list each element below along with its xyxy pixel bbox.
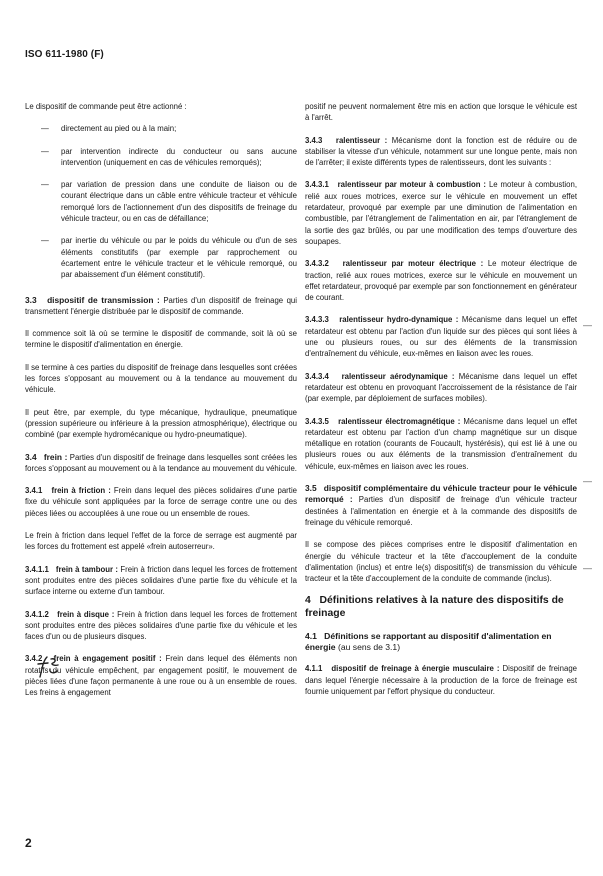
- paragraph: Il commence soit là où se termine le dispositif de commande, soit là où se termine le dispositif d'alimentation en énergie.: [25, 329, 297, 350]
- paragraph: positif ne peuvent normalement être mis en action que lorsque le véhicule est à l'arrêt.: [305, 102, 577, 123]
- section-4-1-heading: 4.1 Définitions se rapportant au dispositif d'alimentation en énergie (au sens de 3.1): [305, 631, 552, 653]
- margin-mark: —: [583, 563, 592, 573]
- margin-mark: —: [583, 476, 592, 486]
- document-header: ISO 611-1980 (F): [25, 49, 104, 60]
- paragraph: Le dispositif de commande peut être actionné :: [25, 102, 187, 111]
- clause-3-4-3-2: 3.4.3.2 ralentisseur par moteur électrique : Le moteur électrique de traction, relié aux roues motrices, exerce sur le véhicule en mouvement un effet retardateur, provoqué par exemple par son fonctionnement en générateur de courant.: [305, 259, 578, 303]
- list-item: — directement au pied ou à la main;: [41, 124, 177, 134]
- left-column: [25, 101, 297, 710]
- list-item: — par variation de pression dans une conduite de liaison ou de courant électrique dans un câble entre véhicule tracteur et véhicule remorqué lors de l'actionnement d'un des dispositifs de freinage du véhicule tracteur, ou en cas de défaillance;: [41, 180, 297, 224]
- clause-3-4-3: 3.4.3 ralentisseur : Mécanisme dont la fonction est de réduire ou de stabiliser la vitesse d'un véhicule, notamment sur une longue pente, mais non de l'arrêter; il existe différents types de ralentisseurs, dont les suivants :: [305, 135, 578, 168]
- clause-3-4: 3.4 frein : Parties d'un dispositif de freinage dans lesquelles sont créées les forces s'opposant au mouvement ou à la tendance au mouvement du véhicule.: [25, 451, 297, 473]
- margin-mark: —: [583, 320, 592, 330]
- clause-3-5: 3.5 dispositif complémentaire du véhicule tracteur pour le véhicule remorqué : Parties d'un dispositif de freinage d'un véhicule tracteur destinées à l'alimentation en énergie et à la commande des dispositifs de freinage du véhicule remorqué.: [305, 483, 577, 527]
- clause-3-4-1-2: 3.4.1.2 frein à disque : Frein à friction dans lequel les forces de frottement sont produites entre des pièces solidaires d'une partie fixe du véhicule et les faces d'un ou de plusieurs disques.: [25, 609, 298, 642]
- handwritten-annotation-icon: [36, 655, 62, 679]
- clause-3-4-1-1: 3.4.1.1 frein à tambour : Frein à friction dans lequel les forces de frottement sont produites entre des pièces solidaires d'une partie fixe du véhicule et la surface interne ou externe d'un tambour.: [25, 564, 297, 597]
- paragraph: Il peut être, par exemple, du type mécanique, hydraulique, pneumatique (pression supérieure ou inférieure à la pression atmosphérique), électrique ou combiné (par exemple hydromécanique ou hydro-pneumatique).: [25, 407, 297, 440]
- paragraph: Il se termine à ces parties du dispositif de freinage dans lesquelles sont créées les forces s'opposant au mouvement ou à la tendance au mouvement du véhicule.: [25, 362, 297, 395]
- list-item: — par inertie du véhicule ou par le poids du véhicule ou d'un de ses éléments constitutifs (par exemple par rapprochement ou écartement entre le véhicule tracteur et le véhicule remorqué, ou par abaissement d'un élément constitutif).: [41, 236, 297, 280]
- clause-3-4-3-5: 3.4.3.5 ralentisseur électromagnétique : Mécanisme dans lequel un effet retardateur est obtenu par l'action d'un champ magnétique sur un disque métallique en rotation (courants de Foucault, hystérésis), qui est lié à une ou plusieurs roues ou aux éléments de la transmission d'entraînement du véhicule, eux-mêmes en liaison avec les roues.: [305, 416, 577, 471]
- list-item: — par intervention indirecte du conducteur ou sans aucune intervention (uniquement en cas de véhicules remorqués);: [41, 146, 297, 167]
- clause-3-3: 3.3 dispositif de transmission : Parties d'un dispositif de freinage qui transmettent l'énergie distribuée par le dispositif de commande.: [25, 294, 297, 316]
- right-column: [305, 101, 577, 708]
- paragraph: Le frein à friction dans lequel l'effet de la force de serrage est augmenté par les forces du frottement est appelé «frein autoserreur».: [25, 531, 297, 552]
- clause-3-4-3-1: 3.4.3.1 ralentisseur par moteur à combustion : Le moteur à combustion, relié aux roues motrices, exerce sur le véhicule en mouvement un effet retardateur, provoqué par exemple par une diminution de l'alimentation en combustible, par l'étranglement de l'alimentation en air, par l'étranglement de la sortie des gaz brûlés, ou par une modification des temps d'ouverture des soupapes.: [305, 180, 577, 246]
- clause-4-1-1: 4.1.1 dispositif de freinage à énergie musculaire : Dispositif de freinage dans lequel l'énergie nécessaire à la production de la force de freinage est fournie uniquement par l'effort physique du conducteur.: [305, 664, 577, 696]
- clause-3-4-1: 3.4.1 frein à friction : Frein dans lequel des pièces solidaires d'une partie fixe du véhicule sont appliquées par la force de serrage contre une ou des pièces liées ou accouplées à une roue ou un ensemble de roues.: [25, 486, 298, 518]
- clause-3-4-2: 3.4.2 frein à engagement positif : Frein dans lequel des éléments non rotatifs du véhicule empêchent, par engagement positif, le mouvement de pièces liées d'une façon permanente à une roue ou à un ensemble de roues. Les freins à engagement: [25, 654, 297, 698]
- paragraph: Il se compose des pièces comprises entre le dispositif d'alimentation en énergie du véhicule tracteur et la tête d'accouplement de la conduite d'alimentation (inclus) et entre le(s) dispositif(s) de transmission du véhicule tracteur et la tête d'accouplement de la conduite de commande (inclus).: [305, 540, 577, 584]
- page-number: 2: [25, 836, 32, 850]
- section-4-heading: 4 Définitions relatives à la nature des dispositifs de freinage: [305, 595, 564, 619]
- clause-3-4-3-4: 3.4.3.4 ralentisseur aérodynamique : Mécanisme dans lequel un effet retardateur est obtenu en provoquant l'accroissement de la résistance de l'air (par exemple, par déploiement de surfaces mobiles).: [305, 371, 577, 404]
- clause-3-4-3-3: 3.4.3.3 ralentisseur hydro-dynamique : Mécanisme dans lequel un effet retardateur est obtenu par l'action d'un liquide sur des pièces qui sont liées à une ou plusieurs roues, ou sur des éléments de la transmission d'entraînement du véhicule, eux-mêmes en liaison avec les roues.: [305, 315, 578, 359]
